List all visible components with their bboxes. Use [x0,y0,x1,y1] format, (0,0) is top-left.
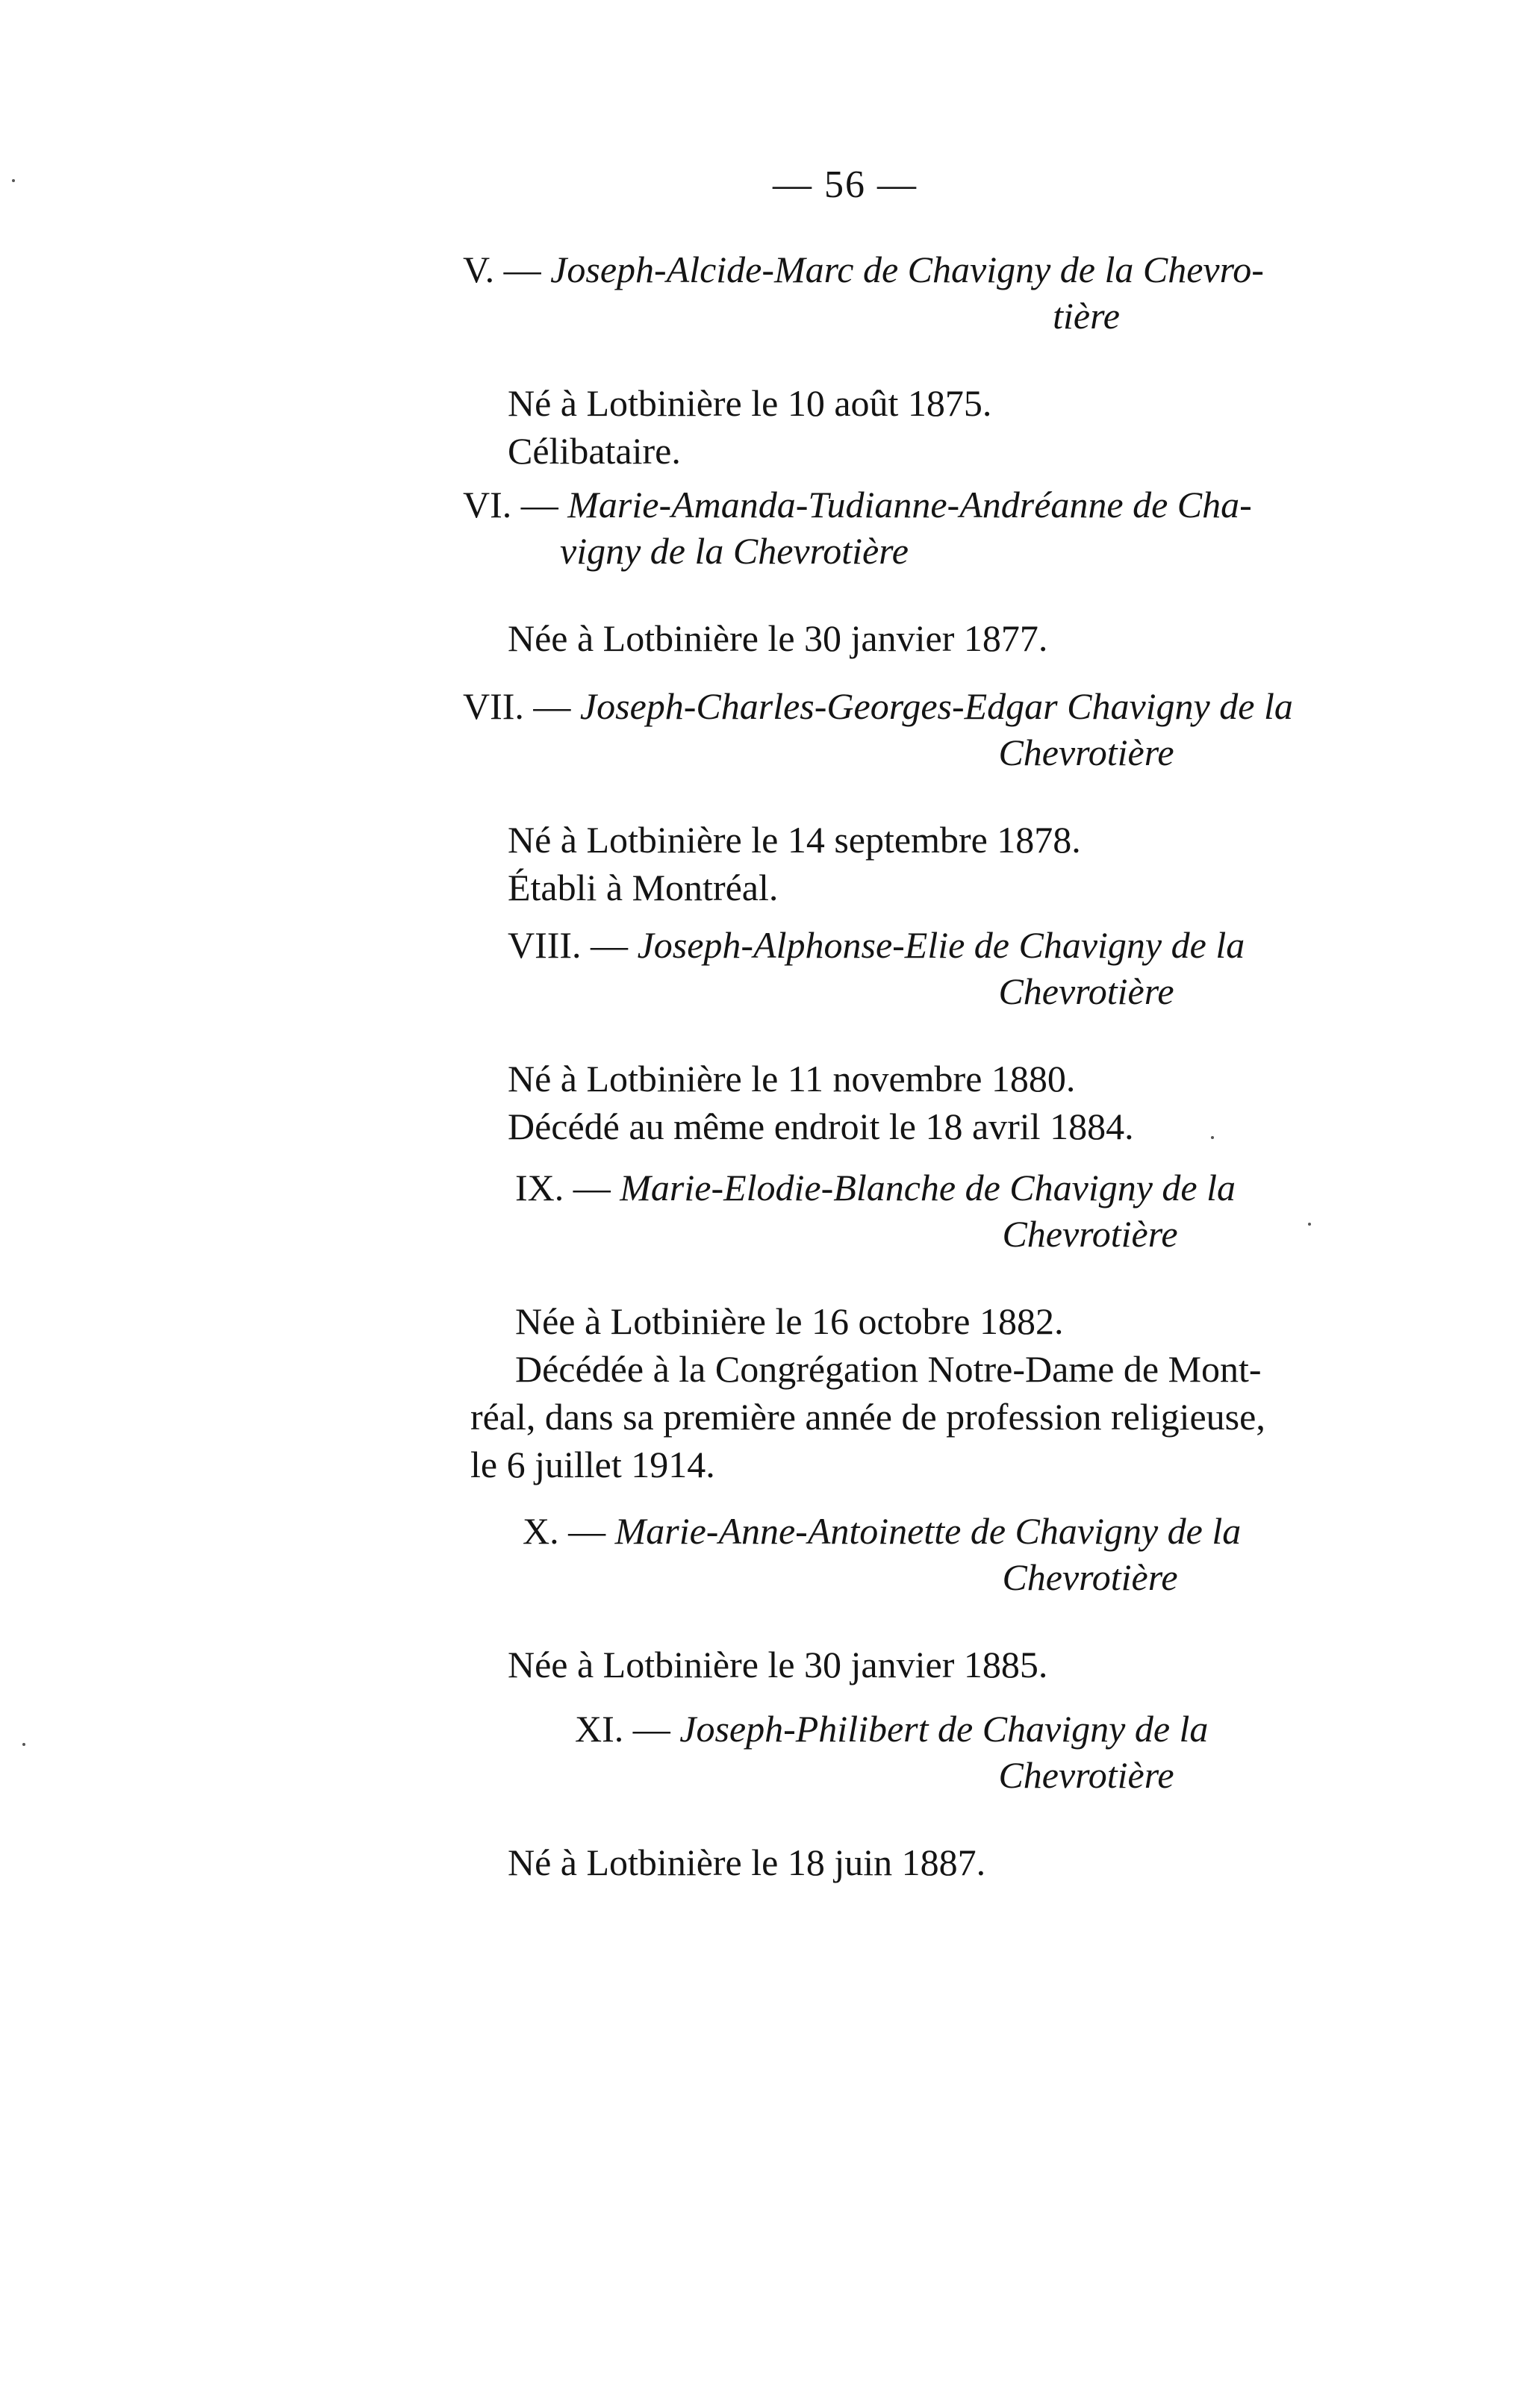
entry-numeral: XI. — [575,1708,670,1750]
entry-heading [575,1706,1426,1798]
entry-numeral: IX. — [515,1167,611,1208]
entry-line: Né à Lotbinière le 10 août 1875. [508,382,992,424]
entry-line: Né à Lotbinière le 14 septembre 1878. [508,819,1081,861]
entry-line: Célibataire. [508,430,681,472]
entry-line: Né à Lotbinière le 18 juin 1887. [508,1841,986,1883]
scan-speck [1308,1223,1311,1226]
entry-viii [508,922,1426,1150]
entry-body [508,1838,1426,1886]
entry-line: Née à Lotbinière le 30 janvier 1877. [508,617,1048,659]
scan-speck [22,1743,25,1746]
entry-name-continuation: tière [1053,295,1120,337]
entry-name: Joseph-Alcide-Marc de Chavigny de la Chevro- [550,249,1264,290]
entry-numeral: VIII. — [508,924,629,966]
page-number: — 56 — [773,163,918,206]
entry-name-continuation: Chevrotière [998,1754,1174,1796]
entry-line: réal, dans sa première année de profession religieuse, [470,1396,1265,1438]
entry-name: Marie-Amanda-Tudianne-Andréanne de Cha- [567,484,1252,525]
entry-body [463,379,1426,475]
scan-speck [12,179,15,182]
entry-line: Née à Lotbinière le 16 octobre 1882. [515,1300,1064,1342]
entry-heading [463,246,1426,339]
entry-name-continuation: vigny de la Chevrotière [560,530,909,572]
entry-name: Joseph-Philibert de Chavigny de la [679,1708,1209,1750]
entry-body [463,816,1426,911]
entry-heading [523,1508,1426,1600]
entry-x [508,1508,1426,1688]
entry-name-continuation: Chevrotière [998,732,1174,773]
entry-vii [463,683,1426,911]
entry-numeral: V. — [463,249,541,290]
entry-name: Joseph-Charles-Georges-Edgar Chavigny de la [579,685,1293,727]
entry-line: le 6 juillet 1914. [470,1444,715,1485]
entry-heading [463,481,1426,574]
entry-name-continuation: Chevrotière [1002,1556,1178,1598]
entry-xi [508,1706,1426,1886]
entry-heading [515,1164,1426,1257]
entry-numeral: X. — [523,1510,606,1552]
entry-line: Né à Lotbinière le 11 novembre 1880. [508,1058,1076,1099]
entry-line: Née à Lotbinière le 30 janvier 1885. [508,1644,1048,1685]
entry-vi [463,481,1426,662]
entry-heading [508,922,1426,1014]
entry-heading [463,683,1426,776]
entry-body [508,1641,1426,1688]
entry-line: Établi à Montréal. [508,867,779,908]
entry-v [463,246,1426,475]
entry-line: Décédé au même endroit le 18 avril 1884. [508,1105,1134,1147]
scan-speck [1211,1136,1214,1139]
entry-name: Joseph-Alphonse-Elie de Chavigny de la [637,924,1245,966]
entry-body [470,1297,1426,1488]
entry-name-continuation: Chevrotière [998,970,1174,1012]
entry-numeral: VI. — [463,484,558,525]
entry-body [463,614,1426,662]
entry-line: Décédée à la Congrégation Notre-Dame de Mont- [515,1348,1262,1390]
entry-ix [470,1164,1426,1488]
entry-numeral: VII. — [463,685,571,727]
entry-name: Marie-Elodie-Blanche de Chavigny de la [620,1167,1236,1208]
entry-body [508,1055,1426,1150]
entry-name: Marie-Anne-Antoinette de Chavigny de la [614,1510,1242,1552]
entry-name-continuation: Chevrotière [1002,1213,1178,1255]
